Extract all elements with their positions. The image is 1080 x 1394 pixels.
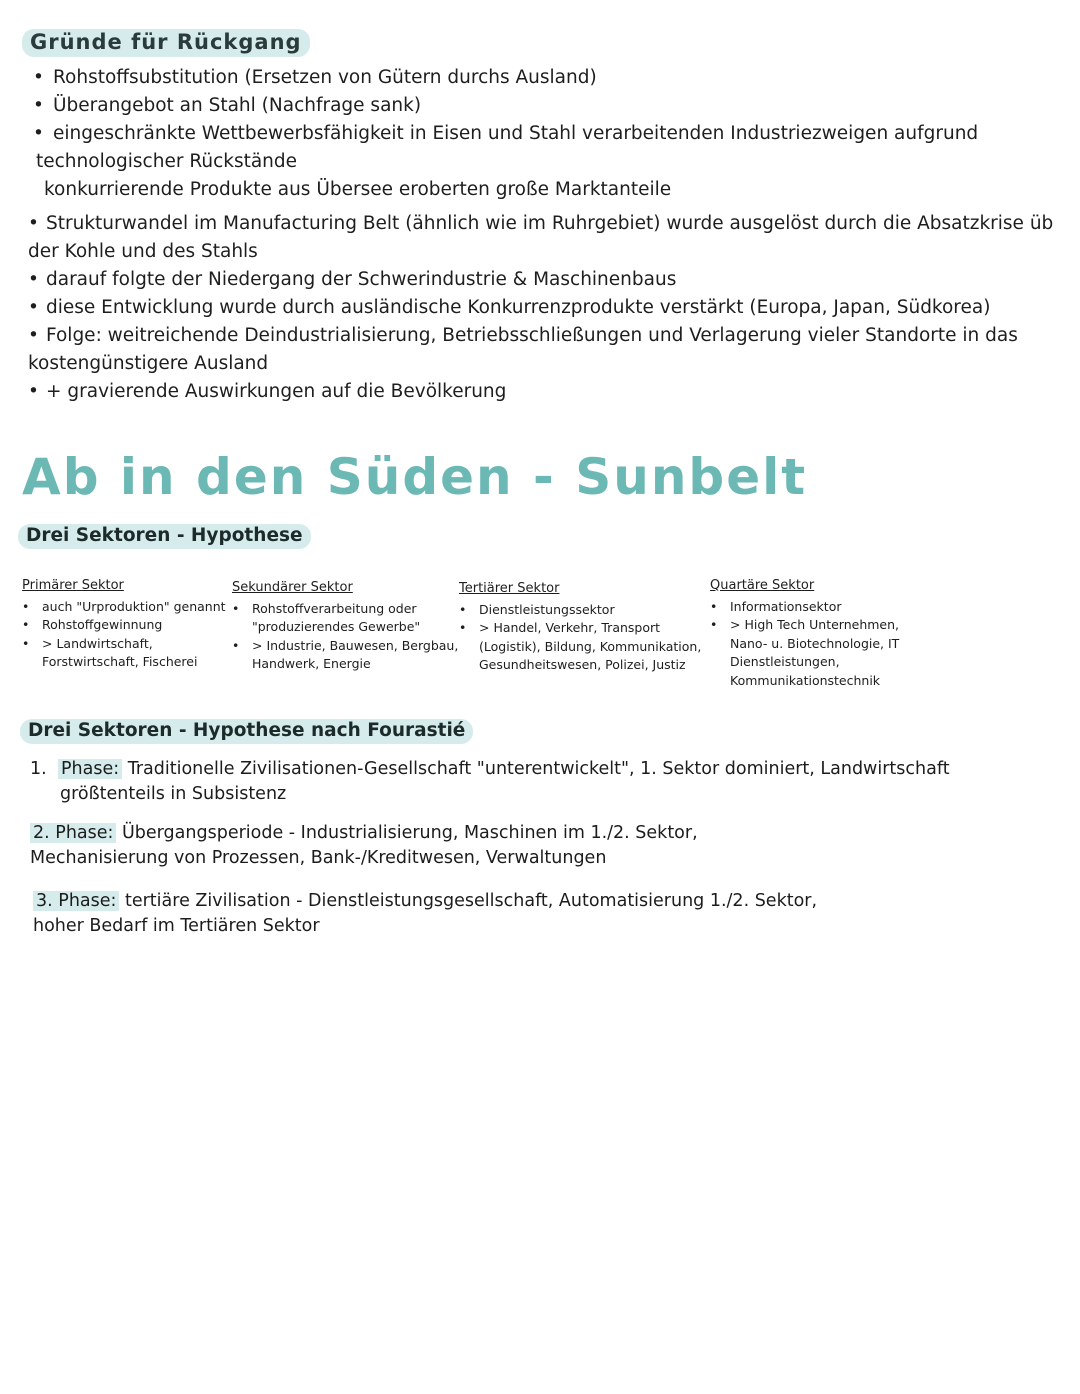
- sector-primary: [22, 577, 226, 672]
- reasons-continuation: technologischer Rückstände: [36, 151, 298, 172]
- sector-title: Sekundärer Sektor: [232, 580, 353, 595]
- list-item: • auch "Urproduktion" genannt: [22, 598, 226, 614]
- list-item: • Dienstleistungssektor: [459, 601, 615, 617]
- list-item: • diese Entwicklung wurde durch ausländische Konkurrenzprodukte verstärkt (Europa, Japan, Südkorea): [28, 297, 991, 318]
- sector-tertiary: [459, 580, 701, 675]
- list-item-continuation: "produzierendes Gewerbe": [252, 619, 421, 634]
- phase-3: 3. Phase: tertiäre Zivilisation - Dienstleistungsgesellschaft, Automatisierung 1./2. Sektor, hoher Bedarf im Tertiären Sektor: [33, 891, 818, 936]
- sector-secondary: [232, 579, 458, 674]
- list-item-continuation: kostengünstigere Ausland: [28, 353, 269, 374]
- reasons-note: konkurrierende Produkte aus Übersee eroberten große Marktanteile: [44, 179, 672, 200]
- list-item: • Rohstoffsubstitution (Ersetzen von Gütern durchs Ausland): [33, 67, 597, 88]
- sector-title: Quartäre Sektor: [710, 578, 815, 593]
- reasons-heading: Gründe für Rückgang: [22, 29, 310, 57]
- list-item: • Rohstoffgewinnung: [22, 617, 163, 632]
- list-item-continuation: der Kohle und des Stahls: [28, 241, 258, 262]
- phase-1: 1. Phase: Traditionelle Zivilisationen-Gesellschaft "unterentwickelt", 1. Sektor dominiert, Landwirtschaft größtenteils in Subsistenz: [30, 759, 950, 804]
- list-item: • > High Tech Unternehmen,: [710, 617, 900, 632]
- list-item-continuation: Dienstleistungen,: [730, 654, 840, 669]
- structure-list: [28, 210, 1053, 406]
- sectors-heading: Drei Sektoren - Hypothese: [18, 524, 311, 549]
- sector-title: Primärer Sektor: [22, 578, 124, 593]
- list-item: • > Industrie, Bauwesen, Bergbau,: [232, 637, 459, 653]
- list-item-continuation: Forstwirtschaft, Fischerei: [42, 654, 198, 669]
- phase-label: Phase:: [58, 759, 122, 779]
- list-item-continuation: Nano- u. Biotechnologie, IT: [730, 635, 900, 651]
- list-item: • Folge: weitreichende Deindustrialisierung, Betriebsschließungen und Verlagerung vieler Standorte in das: [28, 325, 1018, 346]
- phase-2: 2. Phase: Übergangsperiode - Industrialisierung, Maschinen im 1./2. Sektor, Mechanisierung von Prozessen, Bank-/Kreditwesen, Verwaltungen: [30, 823, 698, 868]
- reasons-list: [33, 64, 978, 148]
- list-item-continuation: Gesundheitswesen, Polizei, Justiz: [479, 657, 686, 672]
- sector-title: Tertiärer Sektor: [459, 581, 560, 596]
- list-item: • Überangebot an Stahl (Nachfrage sank): [33, 95, 422, 116]
- phase-label: 3. Phase:: [33, 891, 119, 911]
- fourastie-heading: Drei Sektoren - Hypothese nach Fourastié: [20, 719, 473, 744]
- list-item: • > Handel, Verkehr, Transport: [459, 620, 661, 635]
- list-item: • + gravierende Auswirkungen auf die Bevölkerung: [28, 381, 507, 402]
- phase-label: 2. Phase:: [30, 823, 116, 843]
- list-item: • eingeschränkte Wettbewerbsfähigkeit in Eisen und Stahl verarbeitenden Industriezweigen aufgrund: [33, 123, 979, 144]
- sector-quaternary: [710, 577, 899, 690]
- list-item: • Informationsektor: [710, 598, 842, 614]
- list-item-continuation: Handwerk, Energie: [252, 656, 371, 671]
- list-item: • > Landwirtschaft,: [22, 635, 153, 651]
- page-title: Ab in den Süden - Sunbelt: [22, 448, 808, 506]
- list-item-continuation: Kommunikationstechnik: [730, 672, 881, 688]
- list-item-continuation: (Logistik), Bildung, Kommunikation,: [479, 638, 702, 654]
- list-item: • Strukturwandel im Manufacturing Belt (ähnlich wie im Ruhrgebiet) wurde ausgelöst durch die Absatzkrise üb: [28, 213, 1054, 234]
- list-item: • Rohstoffverarbeitung oder: [232, 600, 417, 616]
- list-item: • darauf folgte der Niedergang der Schwerindustrie & Maschinenbaus: [28, 269, 677, 290]
